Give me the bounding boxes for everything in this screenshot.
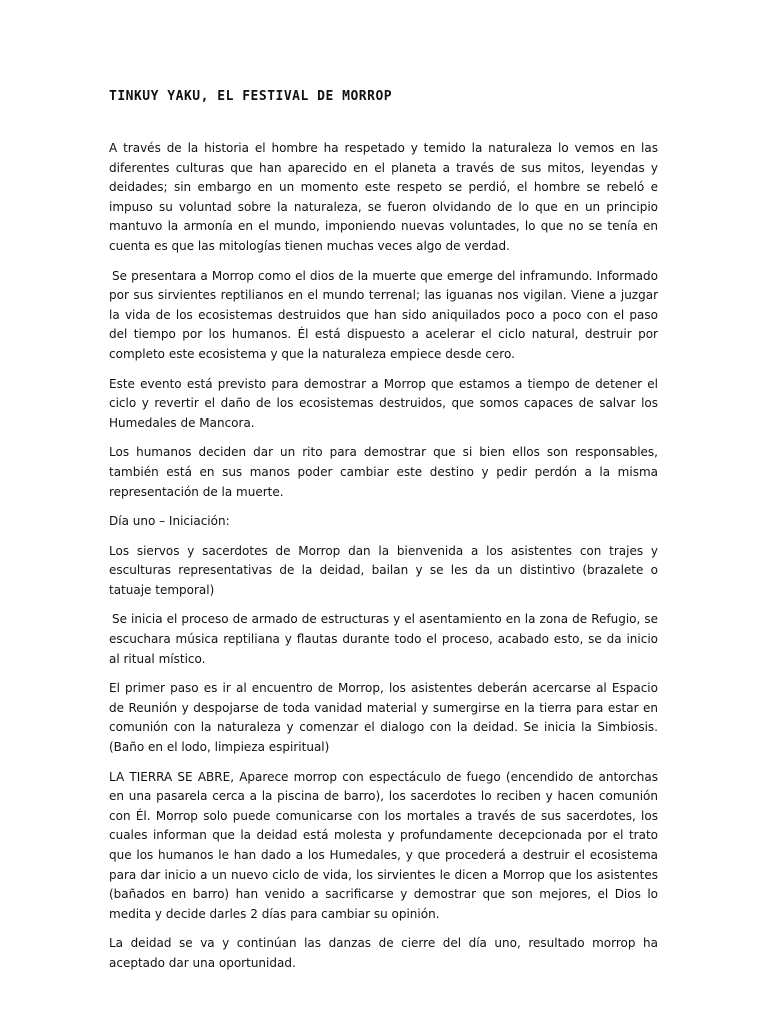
- document-title: TINKUY YAKU, EL FESTIVAL DE MORROP: [109, 89, 393, 104]
- section-heading-day-one: Día uno – Iniciación:: [109, 514, 230, 529]
- document-body: [109, 139, 658, 984]
- paragraph-event-purpose: Este evento está previsto para demostrar a Morrop que estamos a tiempo de detener el ciclo y revertir el daño de los ecosistemas destruidos, que somos capaces de salvar los Humedales de Mancora.: [109, 376, 658, 430]
- paragraph-closing: La deidad se va y continúan las danzas de cierre del día uno, resultado morrop ha aceptado dar una oportunidad.: [109, 936, 658, 970]
- paragraph-structures: Se inicia el proceso de armado de estructuras y el asentamiento en la zona de Refugio, se escuchara música reptiliana y flautas durante todo el proceso, acabado esto, se da inicio al ritual místico.: [109, 612, 658, 666]
- paragraph-intro: A través de la historia el hombre ha respetado y temido la naturaleza lo vemos en las diferentes culturas que han aparecido en el planeta a través de sus mitos, leyendas y deidades; sin embargo en un momento este respeto se perdió, el hombre se rebeló e impuso su voluntad sobre la naturaleza, se fueron olvidando de lo que en un principio mantuvo la armonía en el mundo, imponiendo nuevas voluntades, lo que no se tenía en cuenta es que las mitologías tienen muchas veces algo de verdad.: [109, 141, 658, 253]
- paragraph-first-step: El primer paso es ir al encuentro de Morrop, los asistentes deberán acercarse al Espacio de Reunión y despojarse de toda vanidad material y sumergirse en la tierra para estar en comunión con la naturaleza y comenzar el dialogo con la deidad. Se inicia la Simbiosis. (Baño en el lodo, limpieza espiritual): [109, 681, 658, 755]
- paragraph-humans-rite: Los humanos deciden dar un rito para demostrar que si bien ellos son responsables, también está en sus manos poder cambiar este destino y pedir perdón a la misma representación de la muerte.: [109, 445, 658, 499]
- paragraph-earth-opens: LA TIERRA SE ABRE, Aparece morrop con espectáculo de fuego (encendido de antorchas en una pasarela cerca a la piscina de barro), los sacerdotes lo reciben y hacen comunión con Él. Morrop solo puede comunicarse con los mortales a través de sus sacerdotes, los cuales informan que la deidad está molesta y profundamente decepcionada por el trato que los humanos le han dado a los Humedales, y que procederá a destruir el ecosistema para dar inicio a un nuevo ciclo de vida, los sirvientes le dicen a Morrop que los asistentes (bañados en barro) han venido a sacrificarse y demostrar que son mejores, el Dios lo medita y decide darles 2 días para cambiar su opinión.: [109, 769, 658, 921]
- paragraph-welcome: Los siervos y sacerdotes de Morrop dan la bienvenida a los asistentes con trajes y esculturas representativas de la deidad, bailan y se les da un distintivo (brazalete o tatuaje temporal): [109, 543, 658, 597]
- paragraph-morrop-presentation: Se presentara a Morrop como el dios de la muerte que emerge del inframundo. Informado por sus sirvientes reptilianos en el mundo terrenal; las iguanas nos vigilan. Viene a juzgar la vida de los ecosistemas destruidos que han sido aniquilados poco a poco con el paso del tiempo por los humanos. Él está dispuesto a acelerar el ciclo natural, destruir por completo este ecosistema y que la naturaleza empiece desde cero.: [109, 268, 658, 361]
